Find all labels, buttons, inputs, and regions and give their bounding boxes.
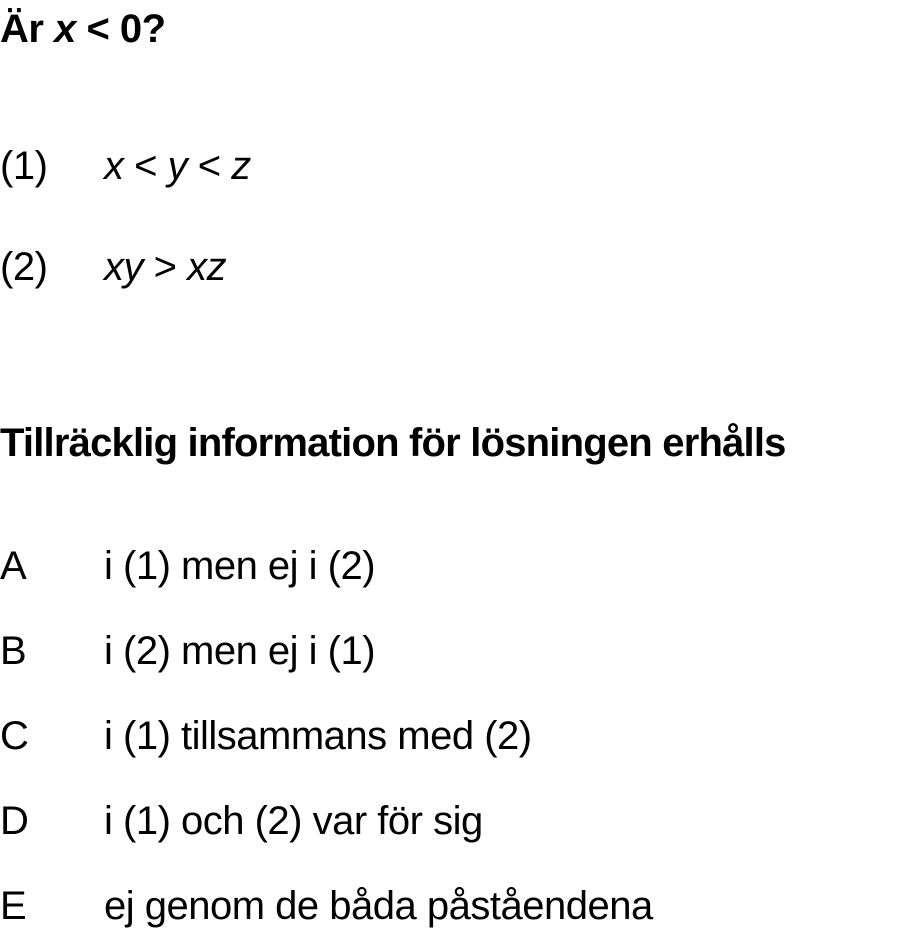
option-b-text: i (2) men ej i (1) xyxy=(104,629,376,673)
statement-2-term-xz: xz xyxy=(187,245,227,289)
option-c-text: i (1) tillsammans med (2) xyxy=(104,714,532,758)
question-variable: x xyxy=(54,7,76,51)
question-title xyxy=(0,5,166,53)
option-e-text: ej genom de båda påståendena xyxy=(104,884,653,928)
statement-2-label: (2) xyxy=(0,245,48,289)
option-a-letter: A xyxy=(0,544,27,588)
option-d[interactable] xyxy=(0,797,483,845)
question-prefix: Är xyxy=(0,7,44,51)
option-a-text: i (1) men ej i (2) xyxy=(104,544,376,588)
option-d-text: i (1) och (2) var för sig xyxy=(104,799,483,843)
statement-1-var-z: z xyxy=(231,144,251,188)
statement-2-op: > xyxy=(143,245,188,289)
option-d-letter: D xyxy=(0,799,29,843)
option-a[interactable] xyxy=(0,542,375,590)
sufficiency-heading: Tillräcklig information för lösningen erhålls xyxy=(0,421,786,465)
question-relation: < 0? xyxy=(86,7,166,51)
statement-1-op-1: < xyxy=(123,144,168,188)
statement-1-var-y: y xyxy=(167,144,188,188)
statement-2-term-xy: xy xyxy=(104,245,143,289)
option-e-letter: E xyxy=(0,884,27,928)
option-c-letter: C xyxy=(0,714,29,758)
statement-1-var-x: x xyxy=(104,144,124,188)
statement-2 xyxy=(0,243,226,291)
option-b-letter: B xyxy=(0,629,27,673)
statement-1-op-2: < xyxy=(187,144,232,188)
option-b[interactable] xyxy=(0,627,375,675)
statement-1-label: (1) xyxy=(0,144,48,188)
statement-1 xyxy=(0,142,251,190)
option-c[interactable] xyxy=(0,712,532,760)
option-e[interactable] xyxy=(0,882,653,930)
